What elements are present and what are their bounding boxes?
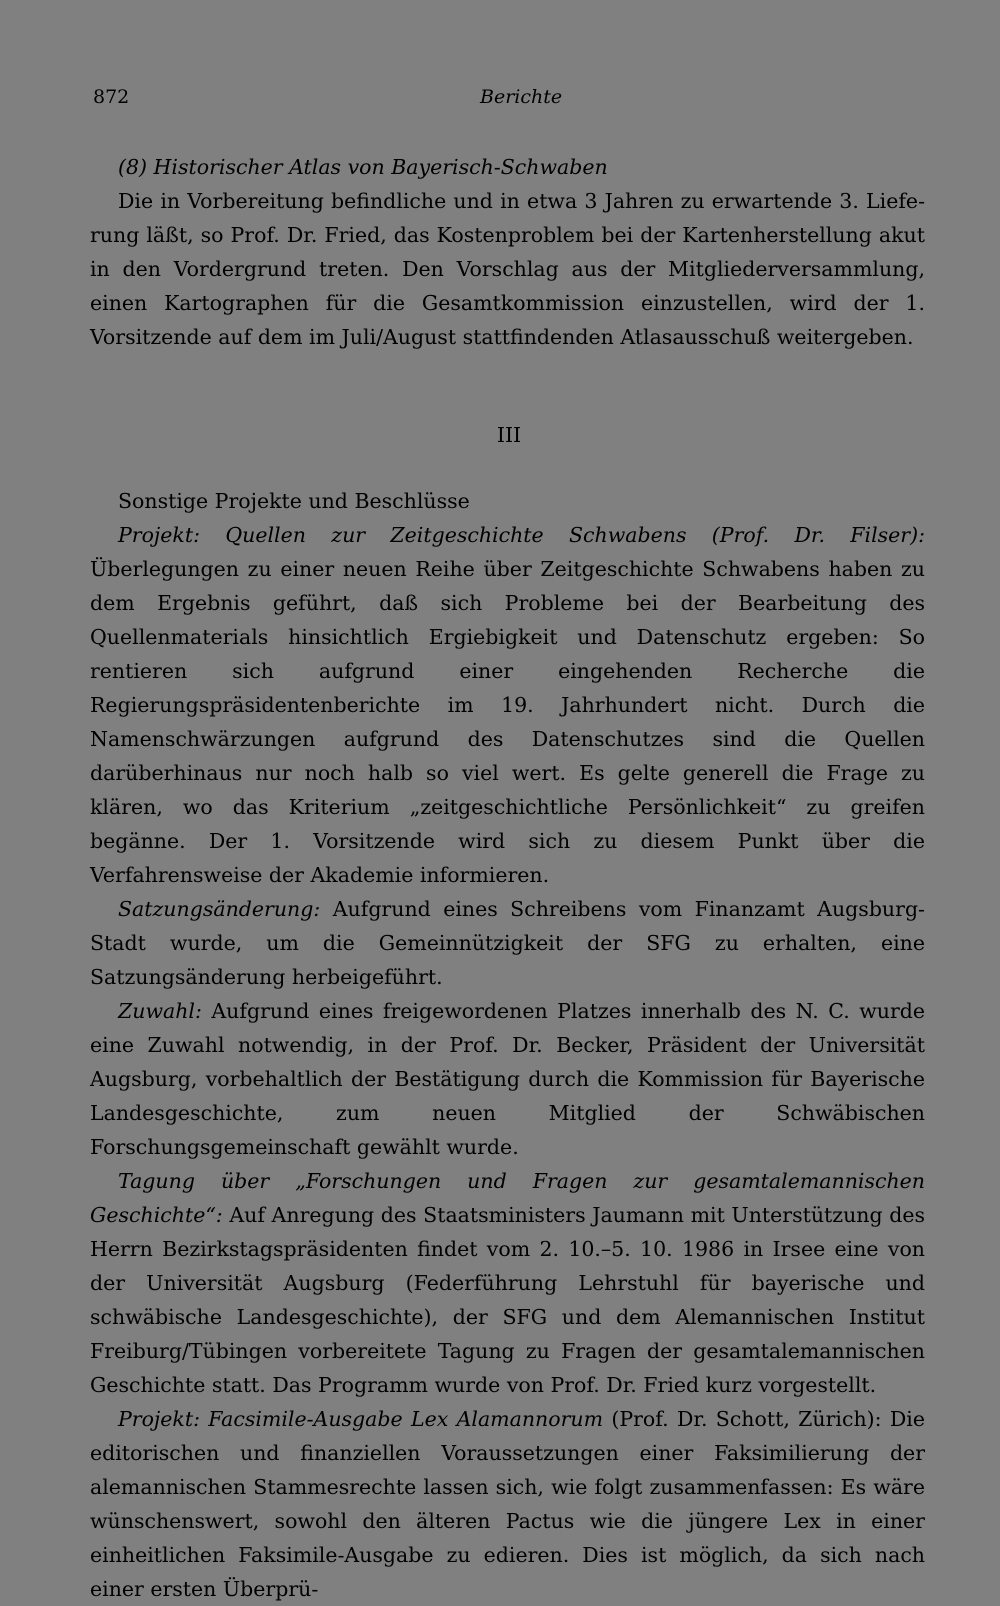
paragraph-text: Aufgrund eines freigewordenen Platzes innerhalb des N. C. wurde eine Zuwahl notwendig, in der Prof. Dr. Becker, Präsident der Universität Augsburg, vorbehaltlich der Bestätigung durch die Kommission für Bayerische Landesgeschichte, zum neuen Mitglied der Schwäbischen Forschungsgemeinschaft gewählt wurde.	[90, 999, 925, 1159]
paragraph-satzung	[90, 892, 925, 994]
paragraph-text: (Prof. Dr. Schott, Zürich): Die editorischen und finanziellen Voraussetzungen einer Faksimilierung der alemannischen Stammesrechte lassen sich, wie folgt zusammenfassen: Es wäre wünschenswert, sowohl den älteren Pactus wie die jüngere Lex in einer einheitlichen Faksimile-Ausgabe zu edieren. Dies ist möglich, da sich nach einer ersten Überprü-	[90, 1407, 925, 1601]
section-title: Sonstige Projekte und Beschlüsse	[118, 489, 470, 513]
section-atlas	[90, 150, 925, 354]
paragraph-tagung	[90, 1164, 925, 1402]
paragraph-lead: Tagung über „Forschungen und Fragen zur gesamtalemannischen Geschichte“:	[90, 1169, 925, 1227]
atlas-heading-text: (8) Historischer Atlas von Bayerisch-Schwaben	[118, 155, 608, 179]
paragraph-text: Auf Anregung des Staatsministers Jaumann mit Unterstützung des Herrn Bezirkstagspräsidenten findet vom 2. 10.–5. 10. 1986 in Irsee eine von der Universität Augsburg (Federführung Lehrstuhl für bayerische und schwäbische Landesgeschichte), der SFG und dem Alemannischen Institut Freiburg/Tübingen vorbereitete Tagung zu Fragen der gesamtalemannischen Geschichte statt. Das Programm wurde von Prof. Dr. Fried kurz vorgestellt.	[90, 1203, 925, 1397]
paragraph-quellen	[90, 518, 925, 892]
atlas-paragraph: Die in Vorbereitung befindliche und in etwa 3 Jahren zu erwartende 3. Lieferung läßt, so Prof. Dr. Fried, das Kostenproblem bei der Kartenherstellung akut in den Vordergrund treten. Den Vorschlag aus der Mitgliederversammlung, einen Kartographen für die Gesamtkommission einzustellen, wird der 1. Vorsitzende auf dem im Juli/August stattfindenden Atlasausschuß weitergeben.	[90, 189, 925, 349]
paragraph-lead: Projekt: Quellen zur Zeitgeschichte Schwabens (Prof. Dr. Filser):	[118, 523, 925, 547]
paragraph-lead: Projekt: Facsimile-Ausgabe Lex Alamannorum	[118, 1407, 604, 1431]
atlas-heading	[90, 150, 925, 184]
page-header	[93, 86, 925, 114]
paragraph-zuwahl	[90, 994, 925, 1164]
paragraph-lex	[90, 1402, 925, 1606]
paragraph-lead: Zuwahl:	[118, 999, 202, 1023]
section-numeral: III	[496, 423, 522, 447]
paragraph-text: Überlegungen zu einer neuen Reihe über Zeitgeschichte Schwabens haben zu dem Ergebnis geführt, daß sich Probleme bei der Bearbeitung des Quellenmaterials hinsichtlich Ergiebigkeit und Datenschutz ergeben: So rentieren sich aufgrund einer eingehenden Recherche die Regierungspräsidentenberichte im 19. Jahrhundert nicht. Durch die Namenschwärzungen aufgrund des Datenschutzes sind die Quellen darüberhinaus nur noch halb so viel wert. Es gelte generell die Frage zu klären, wo das Kriterium „zeitgeschichtliche Persönlichkeit“ zu greifen begänne. Der 1. Vorsitzende wird sich zu diesem Punkt über die Verfahrensweise der Akademie informieren.	[90, 557, 925, 887]
running-head: Berichte	[480, 86, 563, 108]
section-projects	[90, 484, 925, 1606]
page-number: 872	[93, 86, 130, 108]
paragraph-lead: Satzungsänderung:	[118, 897, 321, 921]
paragraph-text: Aufgrund eines Schreibens vom Finanzamt Augsburg-Stadt wurde, um die Gemeinnützigkeit der SFG zu erhalten, eine Satzungsänderung herbeigeführt.	[90, 897, 925, 989]
